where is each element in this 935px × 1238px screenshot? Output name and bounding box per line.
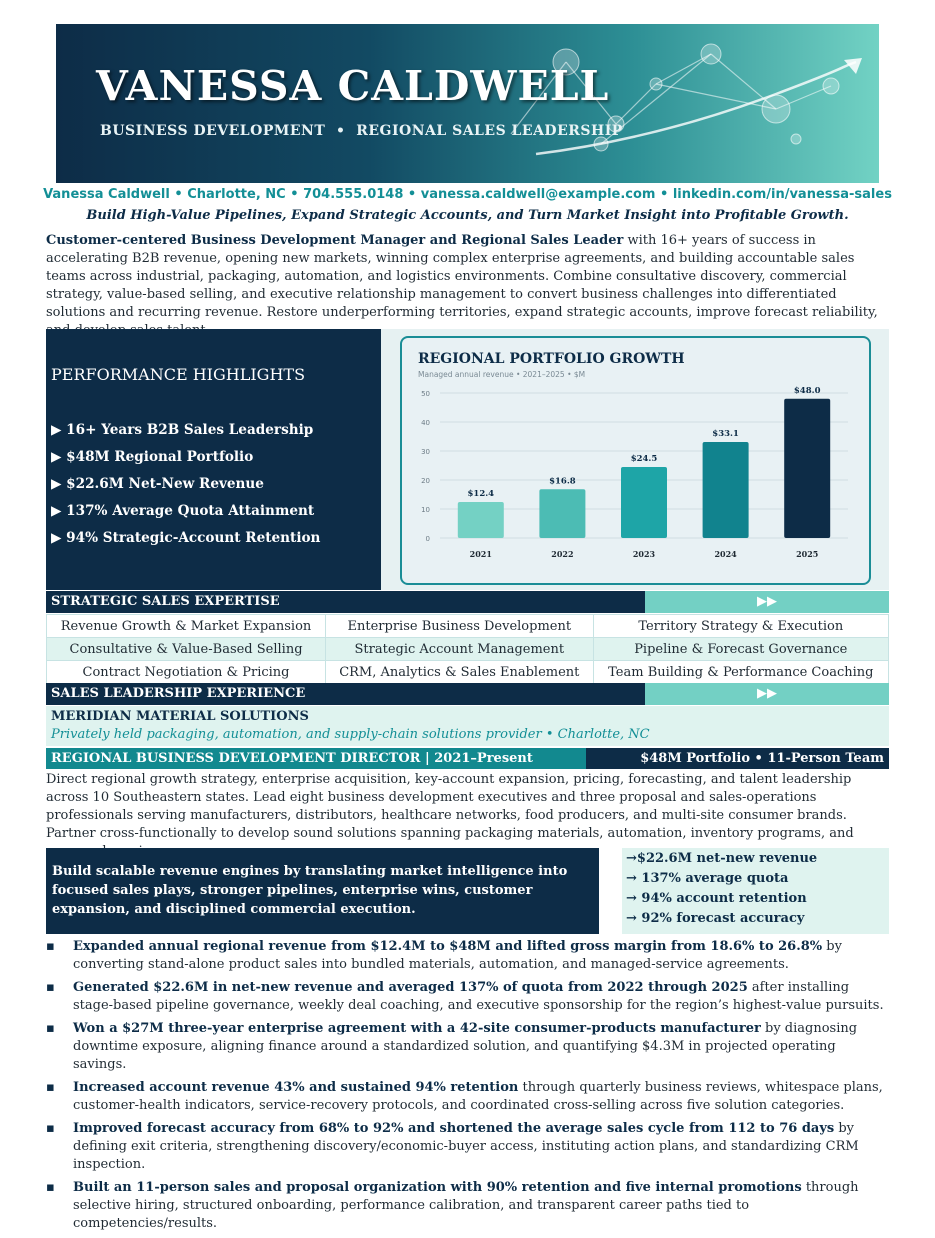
chart-x-axis <box>470 549 819 559</box>
skill-cell: Contract Negotiation & Pricing <box>47 661 326 684</box>
role-bar <box>46 748 889 769</box>
highlight-item: ▶ 16+ Years B2B Sales Leadership <box>51 422 314 438</box>
value-slogan: Build High-Value Pipelines, Expand Strategic Accounts, and Turn Market Insight into Profitable Growth. <box>86 208 849 223</box>
x-tick-label: 2021 <box>469 549 492 559</box>
y-tick-label: 30 <box>421 448 430 456</box>
chart-bars <box>458 386 830 538</box>
x-tick-label: 2025 <box>796 549 819 559</box>
professional-summary <box>46 232 892 340</box>
chart-bar <box>784 399 830 538</box>
results-box <box>622 848 889 934</box>
highlight-item: ▶ $22.6M Net-New Revenue <box>51 476 264 492</box>
expertise-title: STRATEGIC SALES EXPERTISE <box>51 594 280 609</box>
skill-cell: Enterprise Business Development <box>326 615 594 638</box>
skill-cell: Revenue Growth & Market Expansion <box>47 615 326 638</box>
chart-bar <box>539 489 585 538</box>
achievement-lead: Won a $27M three-year enterprise agreement with a 42-site consumer-products manufacturer <box>73 1021 761 1036</box>
summary-lead: Customer-centered Business Development Manager and Regional Sales Leader <box>46 233 624 248</box>
role-title: REGIONAL BUSINESS DEVELOPMENT DIRECTOR | 2021–Present <box>46 748 586 769</box>
result-item: →$22.6M net-new revenue <box>626 851 818 866</box>
header-banner <box>56 24 879 183</box>
y-tick-label: 40 <box>421 419 430 427</box>
company-name: MERIDIAN MATERIAL SOLUTIONS <box>51 709 309 724</box>
achievement-lead: Expanded annual regional revenue from $12.4M to $48M and lifted gross margin from 18.6% to 26.8% <box>73 939 823 954</box>
achievement-lead: Increased account revenue 43% and sustained 94% retention <box>73 1080 519 1095</box>
portfolio-growth-chart <box>402 338 868 582</box>
contact-line: Vanessa Caldwell • Charlotte, NC • 704.555.0148 • vanessa.caldwell@example.com • linkedin.com/in/vanessa-sales <box>43 187 892 202</box>
highlight-item: ▶ $48M Regional Portfolio <box>51 449 254 465</box>
skill-cell: Team Building & Performance Coaching <box>593 661 888 684</box>
summary-body: with 16+ years of success in accelerating B2B revenue, opening new markets, winning complex enterprise agreements, and building accountable sales teams across industrial, packaging, automation, and logistics environments. Combine consultative discovery, commercial strategy, value-based selling, and executive relationship management to convert business challenges into differentiated solutions and recurring revenue. Restore underperforming territories, expand strategic accounts, improve forecast reliability, <box>46 233 878 320</box>
y-tick-label: 0 <box>425 535 430 543</box>
achievement-lead: Built an 11-person sales and proposal organization with 90% retention and five internal promotions <box>73 1180 802 1195</box>
achievement-text: by converting stand-alone product sales into bundled materials, automation, and managed-service agreements. <box>73 939 842 972</box>
result-item: → 92% forecast accuracy <box>626 911 805 926</box>
achievement-text: through quarterly business reviews, whitespace plans, customer-health indicators, service-recovery protocols, and coordinated cross-selling across five solution categories. <box>73 1080 883 1113</box>
achievement-item <box>46 1079 892 1115</box>
y-tick-label: 10 <box>421 506 430 514</box>
bar-data-label: $16.8 <box>549 476 576 487</box>
chart-card <box>400 336 871 585</box>
skill-cell: Strategic Account Management <box>326 638 594 661</box>
company-block <box>46 706 889 746</box>
y-tick-label: 50 <box>421 390 430 398</box>
achievement-lead: Generated $22.6M in net-new revenue and averaged 137% of quota from 2022 through 2025 <box>73 980 748 995</box>
highlights-title: PERFORMANCE HIGHLIGHTS <box>51 365 306 384</box>
achievement-item <box>46 1179 892 1233</box>
skill-cell: Pipeline & Forecast Governance <box>593 638 888 661</box>
bar-data-label: $33.1 <box>712 429 739 440</box>
y-tick-label: 20 <box>421 477 430 485</box>
achievement-text: by defining exit criteria, strengthening discovery/economic-buyer access, instituting action plans, and standardizing CRM inspection. <box>73 1121 859 1172</box>
highlights-list <box>51 422 320 557</box>
role-callout: Build scalable revenue engines by translating market intelligence into focused sales plays, stronger pipelines, enterprise wins, customer expansion, and disciplined commercial execution. <box>46 848 599 934</box>
highlight-item: ▶ 137% Average Quota Attainment <box>51 503 315 519</box>
bar-data-label: $24.5 <box>630 453 658 464</box>
bar-data-label: $48.0 <box>793 385 821 396</box>
double-arrow-icon: ▶▶ <box>645 591 889 613</box>
achievement-item <box>46 979 892 1015</box>
skill-cell: Territory Strategy & Execution <box>593 615 888 638</box>
chart-title: REGIONAL PORTFOLIO GROWTH <box>418 351 685 367</box>
achievement-text: after installing stage-based pipeline governance, weekly deal coaching, and executive sponsorship for the region’s highest-value pursuits. <box>73 980 884 1013</box>
company-description: Privately held packaging, automation, and supply-chain solutions provider • Charlotte, NC <box>51 727 650 742</box>
double-arrow-icon: ▶▶ <box>645 683 889 705</box>
highlight-item: ▶ 94% Strategic-Account Retention <box>51 530 321 546</box>
role-description: Direct regional growth strategy, enterprise acquisition, key-account expansion, pricing, forecasting, and talent leadership across 10 Southeastern states. Lead eight business development executives and three proposal and sales-operations professionals serving manufacturers, distributors, healthcare networks, food producers, and multi-site consumer brands. Partner cross-functionally to develop sound solutions spanning packaging materials, automation, inventory programs, and <box>46 772 854 841</box>
skill-cell: Consultative & Value-Based Selling <box>47 638 326 661</box>
expertise-header <box>46 591 889 613</box>
candidate-name: VANESSA CALDWELL <box>96 62 610 110</box>
achievement-list <box>46 938 892 1238</box>
result-item: → 94% account retention <box>626 891 807 906</box>
x-tick-label: 2022 <box>551 549 574 559</box>
achievement-item <box>46 1120 892 1174</box>
chart-subtitle: Managed annual revenue • 2021–2025 • $M <box>418 370 586 379</box>
achievement-item <box>46 938 892 974</box>
x-tick-label: 2024 <box>714 549 737 559</box>
chart-bar <box>458 502 504 538</box>
chart-panel <box>381 329 889 590</box>
achievement-text: by diagnosing downtime exposure, aligning finance around a standardized solution, and quantifying $4.3M in projected operating savings. <box>73 1021 858 1072</box>
x-tick-label: 2023 <box>632 549 656 559</box>
experience-header <box>46 683 889 705</box>
chart-bar <box>621 467 667 538</box>
performance-highlights-panel <box>46 329 381 590</box>
experience-title: SALES LEADERSHIP EXPERIENCE <box>51 686 306 701</box>
expertise-grid <box>46 614 889 684</box>
result-item: → 137% average quota <box>626 871 789 886</box>
candidate-tagline: BUSINESS DEVELOPMENT • REGIONAL SALES LEADERSHIP <box>100 123 623 139</box>
achievement-item <box>46 1020 892 1074</box>
skill-cell: CRM, Analytics & Sales Enablement <box>326 661 594 684</box>
chart-y-axis <box>421 390 430 543</box>
chart-bar <box>703 442 749 538</box>
achievement-lead: Improved forecast accuracy from 68% to 92% and shortened the average sales cycle from 112 to 76 days <box>73 1121 835 1136</box>
bar-data-label: $12.4 <box>467 489 495 500</box>
achievement-text: through selective hiring, structured onboarding, performance calibration, and transparent career paths tied to competencies/results. <box>73 1180 859 1231</box>
role-scope: $48M Portfolio • 11-Person Team <box>640 751 884 766</box>
